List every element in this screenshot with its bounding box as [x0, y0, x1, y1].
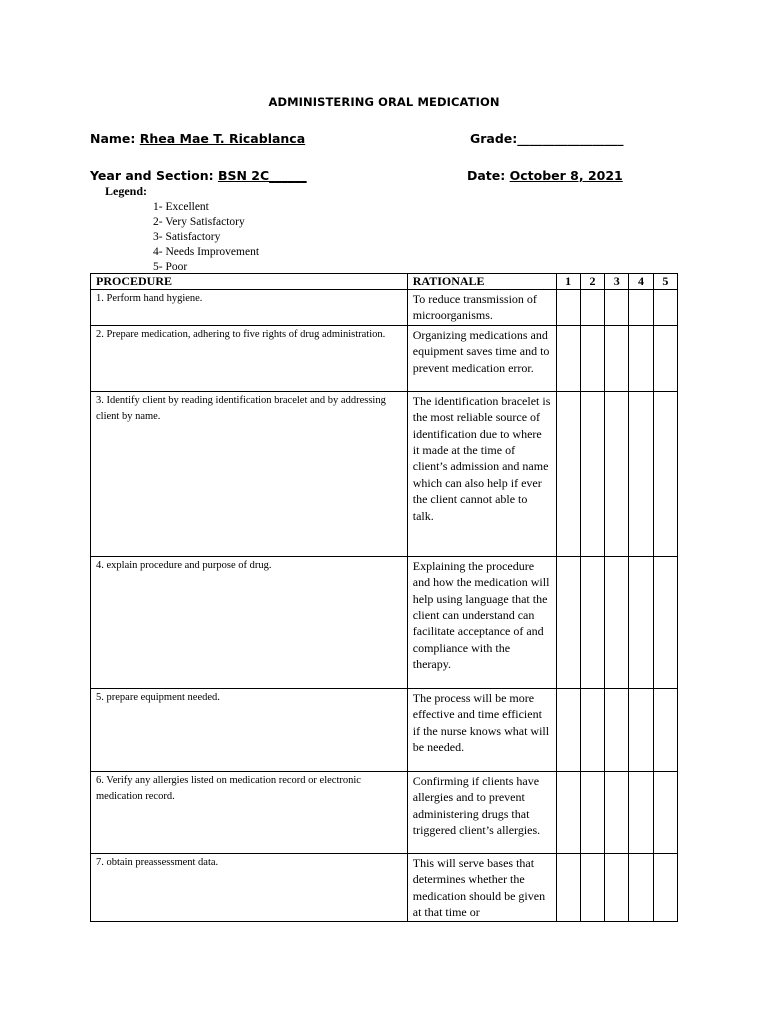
rating-box-3[interactable]: [605, 391, 629, 556]
rating-box-3[interactable]: [605, 771, 629, 853]
procedure-cell: 1. Perform hand hygiene.: [91, 290, 408, 326]
rationale-cell: Explaining the procedure and how the medication will help using language that the client can understand can facilitate acceptance of and compliance with the therapy.: [407, 556, 556, 688]
table-header-row: [91, 274, 678, 290]
rating-box-1[interactable]: [556, 290, 580, 326]
rating-box-5[interactable]: [653, 771, 677, 853]
table-row: [91, 290, 678, 326]
rating-box-3[interactable]: [605, 290, 629, 326]
year-section-label: Year and Section:: [90, 168, 214, 183]
rating-box-5[interactable]: [653, 556, 677, 688]
header-rating-2: 2: [580, 274, 604, 290]
legend-item: 4- Needs Improvement: [153, 246, 260, 258]
grade-label: Grade:: [470, 131, 518, 146]
rating-box-4[interactable]: [629, 325, 653, 391]
year-section-value: BSN 2C______: [217, 168, 307, 183]
rating-box-2[interactable]: [580, 853, 604, 922]
rating-box-2[interactable]: [580, 325, 604, 391]
table-row: [91, 853, 678, 922]
document-title: ADMINISTERING ORAL MEDICATION: [268, 95, 500, 109]
name-label: Name:: [90, 131, 136, 146]
rationale-cell: This will serve bases that determines whether the medication should be given at that time or: [407, 853, 556, 922]
legend-item: 1- Excellent: [153, 201, 209, 213]
procedure-cell: 7. obtain preassessment data.: [91, 853, 408, 922]
legend-item: 3- Satisfactory: [153, 231, 221, 243]
rationale-cell: To reduce transmission of microorganisms.: [407, 290, 556, 326]
rating-box-4[interactable]: [629, 688, 653, 771]
rating-box-5[interactable]: [653, 853, 677, 922]
date-value: October 8, 2021: [509, 168, 623, 183]
rating-box-4[interactable]: [629, 853, 653, 922]
table-row: [91, 771, 678, 853]
procedure-cell: 2. Prepare medication, adhering to five rights of drug administration.: [91, 325, 408, 391]
grade-value: _________________: [517, 131, 624, 146]
rationale-cell: Confirming if clients have allergies and to prevent administering drugs that triggered client’s allergies.: [407, 771, 556, 853]
procedure-cell: 6. Verify any allergies listed on medication record or electronic medication record.: [91, 771, 408, 853]
rating-box-4[interactable]: [629, 290, 653, 326]
rating-box-2[interactable]: [580, 556, 604, 688]
rating-box-5[interactable]: [653, 290, 677, 326]
name-value: Rhea Mae T. Ricablanca: [139, 131, 306, 146]
legend-title: Legend:: [105, 184, 147, 198]
rating-box-3[interactable]: [605, 853, 629, 922]
rating-box-5[interactable]: [653, 688, 677, 771]
rating-box-2[interactable]: [580, 290, 604, 326]
rationale-cell: The identification bracelet is the most reliable source of identification due to where it made at the time of client’s admission and name which can also help if ever the client cannot able to talk.: [407, 391, 556, 556]
rating-box-4[interactable]: [629, 556, 653, 688]
procedure-checklist-table: [90, 273, 678, 922]
procedure-cell: 3. Identify client by reading identification bracelet and by addressing client by name.: [91, 391, 408, 556]
legend-item: 5- Poor: [153, 261, 188, 273]
legend-item: 2- Very Satisfactory: [153, 216, 245, 228]
date-field: [467, 168, 623, 183]
rating-box-4[interactable]: [629, 771, 653, 853]
table-row: [91, 688, 678, 771]
rationale-cell: The process will be more effective and time efficient if the nurse knows what will be needed.: [407, 688, 556, 771]
rating-box-2[interactable]: [580, 391, 604, 556]
rating-box-1[interactable]: [556, 556, 580, 688]
rationale-cell: Organizing medications and equipment saves time and to prevent medication error.: [407, 325, 556, 391]
header-rating-4: 4: [629, 274, 653, 290]
rating-box-1[interactable]: [556, 325, 580, 391]
year-section-field: [90, 168, 307, 183]
header-rationale: RATIONALE: [407, 274, 556, 290]
header-rating-5: 5: [653, 274, 677, 290]
procedure-cell: 5. prepare equipment needed.: [91, 688, 408, 771]
rating-box-1[interactable]: [556, 391, 580, 556]
rating-box-2[interactable]: [580, 688, 604, 771]
rating-box-5[interactable]: [653, 391, 677, 556]
rating-box-1[interactable]: [556, 771, 580, 853]
rating-box-1[interactable]: [556, 688, 580, 771]
rating-box-3[interactable]: [605, 688, 629, 771]
table-row: [91, 391, 678, 556]
date-label: Date:: [467, 168, 506, 183]
header-procedure: PROCEDURE: [91, 274, 408, 290]
rating-box-2[interactable]: [580, 771, 604, 853]
grade-field: [470, 131, 624, 146]
name-field: [90, 131, 305, 146]
header-rating-1: 1: [556, 274, 580, 290]
legend-list: [153, 200, 259, 275]
procedure-cell: 4. explain procedure and purpose of drug.: [91, 556, 408, 688]
header-rating-3: 3: [605, 274, 629, 290]
rating-box-3[interactable]: [605, 325, 629, 391]
rating-box-5[interactable]: [653, 325, 677, 391]
rating-box-1[interactable]: [556, 853, 580, 922]
table-row: [91, 556, 678, 688]
rating-box-4[interactable]: [629, 391, 653, 556]
table-row: [91, 325, 678, 391]
rating-box-3[interactable]: [605, 556, 629, 688]
